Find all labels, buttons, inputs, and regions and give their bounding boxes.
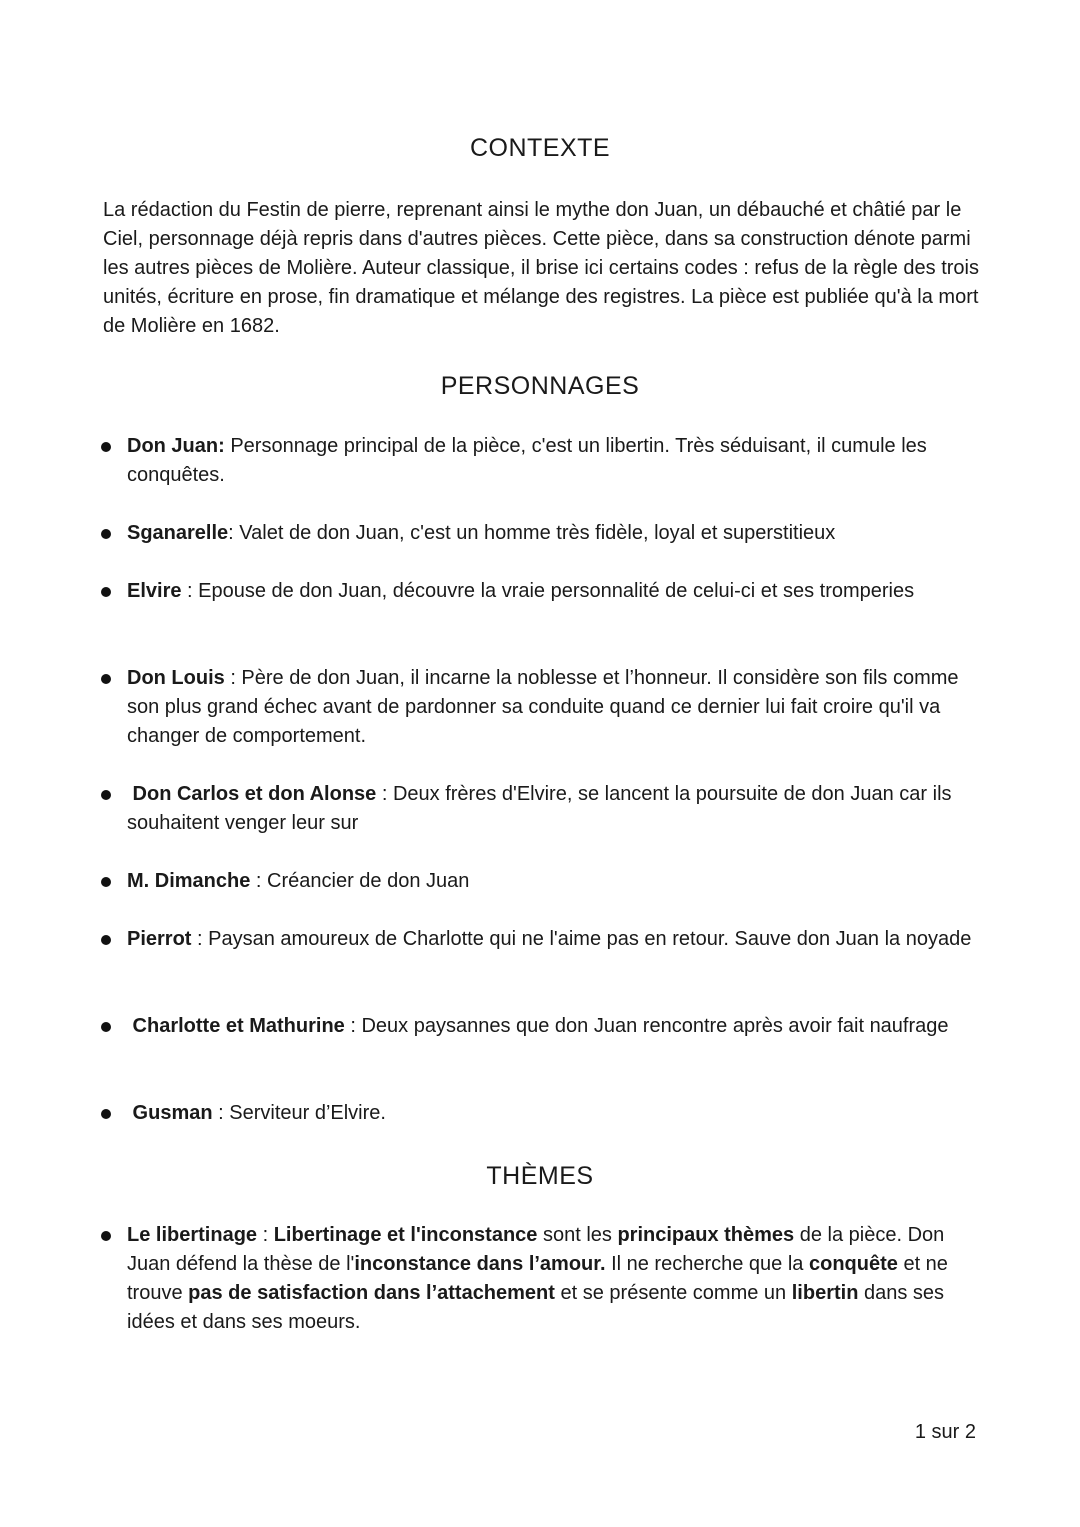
theme-text-part: de la pièce. Don Juan défend la thèse de l'	[127, 1224, 945, 1275]
section-title-themes: THÈMES	[486, 1162, 594, 1190]
bullet-icon	[101, 529, 111, 539]
theme-text-part: et ne trouve	[127, 1253, 948, 1304]
theme-text	[127, 1221, 972, 1337]
contexte-paragraph: La rédaction du Festin de pierre, reprenant ainsi le mythe don Juan, un débauché et châtié par le Ciel, personnage déjà repris dans d'autres pièces. Cette pièce, dans sa construction dénote parmi les autres pièces de Molière. Auteur classique, il brise ici certains codes : refus de la règle des trois unités, écriture en prose, fin dramatique et mélange des registres. La pièce est publiée qu'à la mort de Molière en 1682.	[103, 199, 979, 337]
theme-text-part: Il ne recherche que la	[605, 1253, 809, 1275]
character-name: Sganarelle	[127, 522, 229, 544]
page-number: 1 sur 2	[914, 1421, 976, 1443]
character-name: Don Louis	[127, 667, 225, 689]
theme-keyword: libertin	[791, 1282, 859, 1304]
character-name: Don Juan:	[127, 435, 225, 457]
character-description: : Deux paysannes que don Juan rencontre après avoir fait naufrage	[344, 1015, 949, 1037]
bullet-icon	[101, 587, 111, 597]
character-description: : Paysan amoureux de Charlotte qui ne l'aime pas en retour. Sauve don Juan la noyade	[191, 928, 972, 950]
character-description: : Epouse de don Juan, découvre la vraie personnalité de celui-ci et ses tromperies	[181, 580, 915, 602]
character-description: Personnage principal de la pièce, c'est un libertin. Très séduisant, il cumule les conquêtes.	[127, 435, 927, 486]
theme-keyword: conquête	[808, 1253, 898, 1275]
theme-keyword: principaux thèmes	[617, 1224, 795, 1246]
character-description: : Deux frères d'Elvire, se lancent la poursuite de don Juan car ils souhaitent venger leur sur	[127, 783, 952, 834]
bullet-icon	[101, 877, 111, 887]
character-name: Don Carlos et don Alonse	[127, 783, 377, 805]
bullet-icon	[101, 935, 111, 945]
character-description: : Père de don Juan, il incarne la noblesse et l’honneur. Il considère son fils comme son plus grand échec avant de pardonner sa conduite quand ce dernier lui fait croire qu'il va changer de comportement.	[127, 667, 959, 747]
theme-text-part: dans ses idées et dans ses moeurs.	[127, 1282, 945, 1333]
character-name: Gusman	[127, 1102, 213, 1124]
character-name: Charlotte et Mathurine	[127, 1015, 345, 1037]
character-name: Elvire	[127, 580, 182, 602]
theme-name: Le libertinage	[127, 1224, 258, 1246]
bullet-icon	[101, 674, 111, 684]
character-name: M. Dimanche	[127, 870, 251, 892]
bullet-icon	[101, 1231, 111, 1241]
bullet-icon	[101, 442, 111, 452]
theme-keyword: inconstance dans l’amour.	[354, 1253, 606, 1275]
theme-keyword: pas de satisfaction dans l’attachement	[188, 1282, 555, 1304]
bullet-icon	[101, 1109, 111, 1119]
theme-text-part: :	[257, 1224, 274, 1246]
character-name: Pierrot	[127, 928, 192, 950]
character-description: : Valet de don Juan, c'est un homme très fidèle, loyal et superstitieux	[228, 522, 836, 544]
bullet-icon	[101, 790, 111, 800]
character-description: : Créancier de don Juan	[250, 870, 470, 892]
bullet-icon	[101, 1022, 111, 1032]
section-title-personnages: PERSONNAGES	[440, 372, 640, 400]
theme-text-part: et se présente comme un	[554, 1282, 792, 1304]
section-title-contexte: CONTEXTE	[469, 134, 611, 162]
theme-text-part: sont les	[537, 1224, 618, 1246]
theme-keyword: Libertinage et l'inconstance	[273, 1224, 538, 1246]
character-description: : Serviteur d’Elvire.	[212, 1102, 386, 1124]
